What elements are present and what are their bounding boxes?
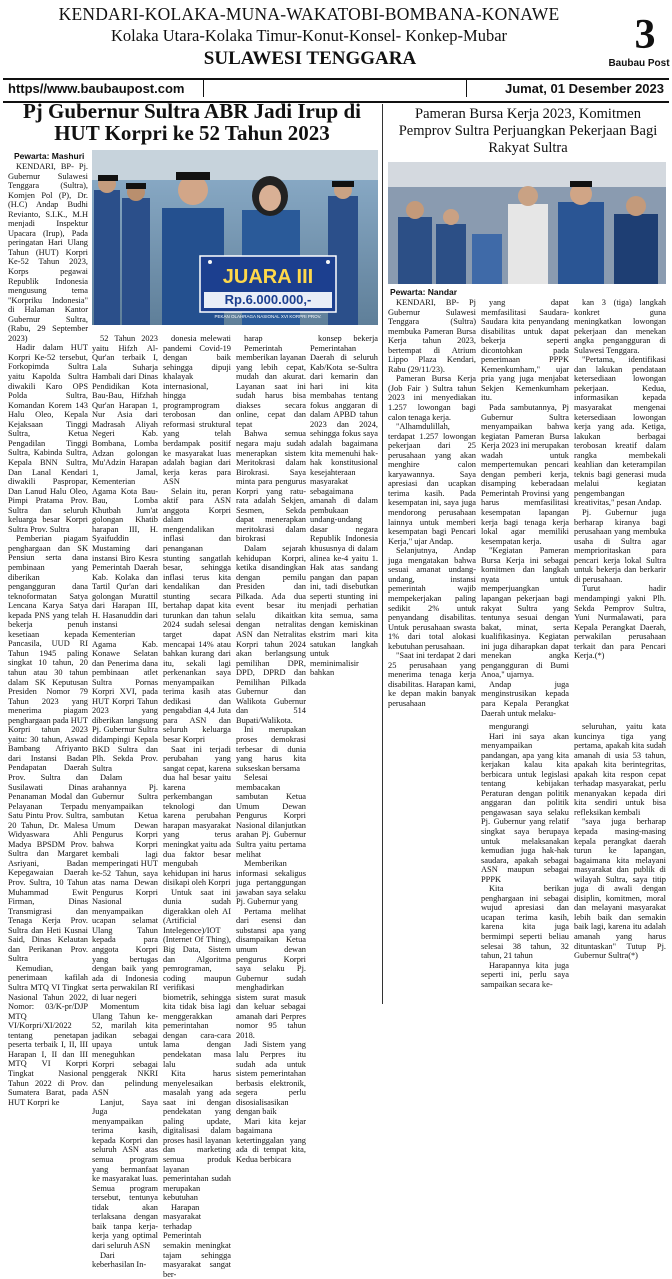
paragraph: yang dapat memfasilitasi Saudara-Saudara kita penyandang disabilitas untuk dapat bekerja seperti dicontohkan pada penerimaan PPPK Kemenkumham," ujar pria yang juga menjabat Sekjen Kemenkumham itu. bbox=[481, 298, 569, 403]
left-article-column-4 bbox=[236, 334, 306, 1165]
paragraph: Selanjutnya, Andap juga mengatakan bahwa sesuai amanat undang-undang, instansi pemerintah wajib mempekerjakan paling sedikit 2% untuk penyandang disabilitas. Untuk perusahaan swasta 1% dari total alokasi kebutuhan perusahaan. bbox=[388, 546, 476, 651]
job-fair-photo-illustration bbox=[388, 162, 666, 284]
paragraph: Pj. Gubernur juga berharap kiranya bagi perusahaan yang membuka usaha di Sultra agar memprioritaskan para pencari kerja lokal Sultra untuk bekerja dan berkarir di perusahaan. bbox=[574, 508, 666, 584]
right-article-column-3 bbox=[574, 298, 666, 716]
banner-amount: Rp.6.000.000,- bbox=[224, 292, 312, 307]
paragraph: mengurangi bbox=[489, 722, 530, 731]
paragraph: Memberikan informasi sekaligus juga pertanggungan jawaban saya selaku Pj. Gubernur yang bbox=[236, 859, 306, 907]
paragraph: KENDARI, BP- Pj Gubernur Sulawesi Tenggara (Sultra) membuka Pameran Bursa Kerja tahun 2023, bertempat di Atrium Lippo Plaza Kendari, Rabu (29/11/23). bbox=[388, 298, 476, 374]
paragraph: konsep bekerja Pemerintahan Daerah di seluruh Kab/Kota se-Sultra dari kemarin dan hari ini kita membahas tentang fokus anggaran di dalam APBD tahun 2023 dan 2024, sehingga fokus saya adalah bagaimana kita memenuhi hak-hak konstitusional kesejahteraan masyarakat sebagaimana amanah di dalam pembukaan undang-undang dasar negara Republik Indonesia khususnya di dalam alinea ke-4 yaitu 1. Hak atas sandang pangan dan papan ini, tadi disebutkan seperti stunting ini menjadi perhatian kita semua, sama dengan kemiskinan ekstrim mari kita satukan langkah untuk meminimalisir bahkan bbox=[310, 334, 378, 678]
paragraph: "saya juga berharap kepada masing-masing kepala perangkat daerah turun ke lapangan, bagaimana kita melayani masyarakat dan publik di wilayah Sultra, saya titip juga di awali dengan disiplin, komitmen, moral dan melayani masyarakat lebih baik dan semakin baik lagi, karena itu adalah amanah yang harus dituntaskan" Tutup Pj. Gubernur Sultra(*) bbox=[574, 817, 666, 961]
paragraph: Untuk saat ini dunia sudah digerakkan oleh AI (Artificial Intelegence)/IOT (Internet Of Thing), Big Data, Sistem dan Algoritma pemrograman, coding maupun verifikasi biometrik, sehingga kita tidak bisa lagi menggerakkan pemerintahan dengan cara-cara lama dengan pendekatan masa lalu bbox=[163, 887, 231, 1069]
paragraph: Hari ini saya akan menyampaikan pandangan, apa yang kita kerjakan kalau kita berbicara untuk legislasi tentang kebijakan Peraturan dengan politik anggaran dan politik pengawasan saya selaku Pj. Gubernur yang relatif singkat saya berupaya untuk melaksanakan kemudian juga hak-hak saudara, apakah sebagai ASN maupun sebagai PPPK bbox=[481, 731, 569, 884]
left-article-column-2 bbox=[92, 334, 158, 1270]
paragraph: "Alhamdulillah, terdapat 1.257 lowongan pekerjaan dari 25 perusahaan yang akan menghire calon karyawannya. Saya apresiasi dan ucapkan terima kasih. Pada kesempatan ini, saya juga mendorong perusahaan lainnya untuk memberi kesempatan bagi Pencari Kerja," ujar Andap. bbox=[388, 422, 476, 546]
paragraph: Kita berikan penghargaan ini sebagai wujud apresiasi dan ucapan terima kasih, karena kita juga bermimpi seperti beliau selesai 38 tahun, 32 tahun, 21 tahun bbox=[481, 884, 569, 961]
site-url[interactable]: https//www.baubaupost.com bbox=[8, 81, 185, 96]
paragraph: Pemberian piagam penghargaan dan SK Pensiun serta dana pembinaan yang diberikan pengangguran dana teknoformatan Satya Lencana Karya Satya kepada PNS yang telah bekerja penuh kesetiaan kepada Pancasila, UUD RI Tahun 1945 paling singkat 10 tahun, 20 tahun atau 30 tahun dalam SK Keputusan Presiden Nomor 79 Tahun 2023 yang menerima piagam penghargaan pada HUT Korpri tahun 2023 yaitu: 30 tahun, Aswad Bambang Afriyanto dari Instansi Badan Pendapatan Daerah Prov. Sultra dan Susilawati Dinas Penanaman Modal dan Pelayanan Terpadu Satu Pintu Prov. Sultra, 20 Tahun, Dr. Malesa Widyaswara Ahli Madya BPSDM Prov. Sultra dan Margaret Asriyani, Badan Kepegawaian Daerah Prov. Sultra, 10 Tahun Muhammad Ewit Firman, Dinas Transmigrasi dan Tenaga Kerja Prov. Sultra dan Heti Kusnai Said, Dinas Kelautan dan Perikanan Prov. Sultra bbox=[8, 534, 88, 964]
ceremony-photo-illustration bbox=[92, 150, 378, 325]
paragraph: Turut hadir mendampingi yakni Plh. Sekda Pemprov Sultra, Yuni Nurmalawati, para Kepala Perangkat Daerah, perwakilan perusahaan terkait dan para Pencari Kerja.(*) bbox=[574, 584, 666, 661]
korpri-ceremony-photo bbox=[92, 150, 378, 325]
paragraph: Selain itu, peran aktif para ASN anggota Korpri dalam mengendalikan inflasi dan penanganan stunting sangatlah besar, sehingga inflasi terus kita kendalikan dan stunting secara bertahap dapat kita turunkan dan tahun 2024 sudah selesai target dapat mencapai 14% atau bahkan kurang dari itu, sekali lagi perkenankan saya menyampaikan terima kasih atas dedikasi dan pengabdian 4,4 Juta para ASN dan seluruh keluarga besar Korpri bbox=[163, 486, 231, 744]
paragraph: Pemerintah memberikan layanan yang lebih cepat, mudah dan akurat. Layanan saat ini sudah harus bisa diakses secara online, cepat dan tepat bbox=[236, 343, 306, 429]
right-headline: Pameran Bursa Kerja 2023, Komitmen Pemprov Sultra Perjuangkan Pekerjaan Bagi Rakyat Sultra bbox=[398, 106, 658, 156]
paragraph: Selesai membacakan sambutan Ketua Umum Dewan Pengurus Korpri Nasional dilanjutkan arahan Pj. Gubernur Sultra yaitu pertama melihat bbox=[236, 773, 306, 859]
paragraph: "Saat ini terdapat 2 dari 25 perusahaan yang menerima tenaga kerja disabilitas. Harapan kami, ke depan makin banyak perusahaan bbox=[388, 651, 476, 708]
masthead-regions-line1: KENDARI-KOLAKA-MUNA-WAKATOBI-BOMBANA-KONAWE bbox=[58, 4, 560, 24]
left-article-continuation-b bbox=[388, 722, 476, 1004]
paragraph: Lanjut, Saya Juga menyampaikan terima kasih, kepada Korpri dan seluruh ASN atas semua program yang bermanfaat ke masyarakat luas. Semua program tersebut, tentunya tidak akan terlaksana dengan baik tanpa kerja-kerja yang optimal dari seluruh ASN bbox=[92, 1097, 158, 1250]
right-credit: Pewarta: Nandar bbox=[390, 287, 458, 297]
paragraph: Pameran Bursa Kerja (Job Fair ) Sultra tahun 2023 ini menyediakan 1.257 lowongan bagi calon tenaga kerja. bbox=[388, 374, 476, 422]
brand-name: Baubau Post bbox=[608, 58, 670, 69]
left-credit: Pewarta: Mashuri bbox=[14, 151, 85, 161]
job-fair-photo bbox=[388, 162, 666, 284]
paragraph: Kemudian, penerimaan kafilah Sultra MTQ VI Tingkat Nasional Tahun 2022, Nomor: 03/K-pr/DJP MTQ VI/Korpri/XI/2022 tentang penetapan peserta terbaik I, II, III Harapan I, II dan III MTQ VI Korpri Tingkat Nasional Tahun 2022 di Prov. Sumatera Barat, pada HUT Korpri ke bbox=[8, 963, 88, 1107]
left-headline: Pj Gubernur Sultra ABR Jadi Irup di HUT Korpri ke 52 Tahun 2023 bbox=[22, 99, 362, 145]
paragraph: Kita harus menyelesaikan masalah yang ada saat ini dengan pendekatan yang paling update, digitalisasi dalam proses hasil layanan dan marketing semua produk layanan pemerintahan sudah merupakan kebutuhan bbox=[163, 1069, 231, 1203]
paragraph: "Kegiatan Pameran Bursa Kerja ini sebagai komitmen dan langkah nyata untuk memperjuangkan lapangan pekerjaan bagi rakyat Sultra yang tentunya sesuai dengan bakat, minat, serta kualifikasinya. Kegiatan ini juga diharapkan dapat menekan angka pengangguran di Bumi Anoa," ujarnya. bbox=[481, 546, 569, 680]
banner-title: JUARA III bbox=[222, 266, 314, 288]
left-article-column-3 bbox=[163, 334, 231, 1279]
column-divider bbox=[382, 104, 383, 1004]
paragraph: Bahwa semua negara maju sudah menerapkan sistem Meritokrasi dalam Birokrasi. Saya minta para pengurus Korpri yang ratu-rata adalah Sekjen, Sesmen, Sekda dapat menerapkan meritokrasi dalam birokrasi bbox=[236, 429, 306, 544]
paragraph: Momentum Ulang Tahun ke-52, marilah kita jadikan sebagai upaya untuk meneguhkan Korpri sebagai penggerak NKRI dan pelindung ASN bbox=[92, 1002, 158, 1098]
paragraph: Dalam arahannya Pj. Gubernur Sultra menyampaikan sambutan Ketua Umum Dewan Pengurus Korpri bahwa Korpri kembali lagi memperingati HUT ke-52 Tahun, saya atas nama Dewan Pengurus Korpri Nasional menyampaikan ucapan selamat Ulang Tahun kepada para anggota Korpri yang bertugas dengan baik yang ada di Indonesia serta perwakilan RI di luar negeri bbox=[92, 773, 158, 1002]
paragraph: seluruhan, yaitu kata kuncinya tiga yang pertama, apakah kita sudah amanah di usia 53 tahun, apakah kita berintegritas, apakah kita respon cepat terhadap masyarakat, perlu menanyakan kepada diri kita sendiri untuk bisa refleksikan kembali bbox=[574, 722, 666, 817]
paragraph: Jadi Sistem yang lalu Perpres itu sudah ada untuk sistem pemerintahan berbasis elektronik, segera perlu disosialisasikan dengan baik bbox=[236, 1040, 306, 1117]
paragraph: Saat ini terjadi perubahan yang sangat cepat, karena dua hal besar yaitu karena perkembangan teknologi dan karena perubahan harapan masyarakat yang terus meningkat yaitu ada dua faktor besar mengubah kehidupan ini harus disikapi oleh Korpri bbox=[163, 744, 231, 888]
paragraph: "Pertama, identifikasi dan lakukan pendataan ketersediaan lowongan pekerjaan. Kedua, informasikan kepada masyarakat mengenai ketersediaan lowongan kerja yang ada. Ketiga, lakukan berbagai terobosan kreatif dalam rangka membekali keahlian dan keterampilan teknis bagi generasi muda melalui kegiatan pengembangan kreativitas," pesan Andap. bbox=[574, 355, 666, 508]
paragraph: Pertama melihat dari esensi dan substansi apa yang disampaikan Ketua umum dewan pengurus Korpri saya selaku Pj. Gubernur sudah menghadirkan sistem surat masuk dan keluar sebagai amanah dari Perpres nomor 95 tahun 2018. bbox=[236, 906, 306, 1040]
right-article-column-2 bbox=[481, 298, 569, 716]
right-article-column-1 bbox=[388, 298, 476, 716]
paragraph: Mari kita kejar bagaimana ketertinggalan yang ada di tempat kita, Kedua berbicara bbox=[236, 1116, 306, 1165]
paragraph: harap bbox=[244, 334, 263, 343]
left-article-column-1 bbox=[8, 162, 88, 1107]
paragraph: KENDARI, BP- Pj. Gubernur Sulawesi Tenggara (Sultra), Komjen Pol (P), Dr. (H.C) Andap Budhi Revianto, S.I.K., M.H menjadi Inspektur Upacara (Irup), Pada peringatan Hari Ulang Tahun (HUT) Korpri Ke-52 Tahun 2023, Korps pegawai Republik Indonesia mengusung tema "Korpriku Indonesia" di Halaman Kantor Gubernur Sultra, (Rabu, 29 September 2023) bbox=[8, 162, 88, 343]
left-article-continuation-d bbox=[574, 722, 666, 1004]
banner-subtitle: PEKAN OLAHRAGA NASIONAL XVI KORPRI PROV. bbox=[214, 314, 322, 319]
paragraph: Ini merupakan proses demokrasi terbesar di dunia yang harus kita sukseskan bersama bbox=[236, 725, 306, 773]
paragraph: kan 3 (tiga) langkah konkret guna meningkatkan lowongan pekerjaan dan menekan angka pengangguran di Sulawesi Tenggara. bbox=[574, 298, 666, 355]
paragraph: Dalam sejarah kehidupan Korpri, ketika disandingkan dengan pemilu Presiden dan Pilkada. Ada dua event besar itu selalu dikaitkan dengan netralitas ASN dan Netralitas Korpri tahun 2024 akan berlangsung pemilihan DPR, DPD, DPRD dan Pemilihan Pilkada Gubernur dan Walikota Gubernur dan 514 Bupati/Walikota. bbox=[236, 544, 306, 725]
page-number: 3 bbox=[634, 12, 656, 58]
left-article-continuation-c bbox=[481, 722, 569, 1004]
right-article-continuation-a bbox=[310, 334, 378, 1004]
paragraph: Andap juga menginstrusikan kepada para Kepala Perangkat Daerah untuk melaku- bbox=[481, 679, 569, 718]
paragraph: Dari keberhasilan In- bbox=[92, 1250, 147, 1270]
paragraph: 52 Tahun 2023 yaitu Hifzh Al-Qur'an terbaik I, Lala Suharja Hambali dari Dinas Pendidikan Kota Bau-Bau, Hifzhah Qur'an Harapan 1, Nur Asia dari Madrasah Aliyah Negeri Kab. Bombana, Lomba Adzan golongan Mu'Adzin Harapan 1, Jamal, Kementerian Agama Kota Bau-Bau, Lomba Khutbah Jum'at golongan Khatib harapan III, H. Syaifuddin Mustaming dari instansi Biro Kesra Pemerintah Daerah Kab. Kolaka dan Tartil Qur'an dari golongan Murattil dari Harapan III, H. Hasanuddin dari instansi Kementerian Agama Kab. Konawe Selatan dan Penerima dana pembinaan atlet Sultra Pornas Korpri XVI, pada HUT Korpri Tahun 2023 yang diberikan langsung Pj. Gubernur Sultra didampingi Kepala BKD Sultra dan Plh. Sekda Prov. Sultra bbox=[92, 334, 158, 773]
section-title: SULAWESI TENGGARA bbox=[203, 48, 417, 69]
paragraph: Pada sambutannya, Pj Gubernur Sultra menyampaikan bahwa kegiatan Pameran Bursa Kerja 2023 ini merupakan wadah untuk mempertemukan pencari dengan pemberi kerja, disamping keberadaan Pemerintah Provinsi yang harus memfasilitasi kesempatan lapangan kerja bagi tenaga kerja lokal agar memiliki kesempatan kerja. bbox=[481, 403, 569, 546]
issue-date: Jumat, 01 Desember 2023 bbox=[505, 81, 664, 96]
masthead-regions-line2: Kolaka Utara-Kolaka Timur-Konut-Konsel- Konkep-Mubar bbox=[110, 26, 508, 45]
paragraph: Hadir dalam HUT Korpri Ke-52 tersebut, Forkopimda Sultra yaitu Kapolda Sultra diwakili Karo OPS Polda Sultra, Komandan Korem 143 Halu Oleo, Kepala Kejaksaan Tinggi Sultra, Ketua Pengadilan Tinggi Sultra, Kabinda Sultra, Kepala BNN Sultra, Dan Lanal Kendari diwakili Paspropar, Dan Lanud Halu Oleo, Pimpi Pratama Prov. Sultra dan seluruh keluarga besar Korpri Sultra Prov. Sultra bbox=[8, 343, 88, 534]
paragraph: Harapan masyarakat terhadap Pemerintah semakin meningkat tajam sehingga masyarakat sangat ber- bbox=[163, 1202, 231, 1279]
paragraph: donesia melewati pandemi Covid-19 dengan baik sehingga dipuji khalayak internasional, hingga programprogram terobosan dan reformasi struktural yang telah berdampak positif ke masyarakat luas adalah bagian dari kerja keras para ASN bbox=[163, 334, 231, 487]
paragraph: Harapannya kita juga seperti ini, perlu saya sampaikan secara ke- bbox=[481, 960, 569, 989]
